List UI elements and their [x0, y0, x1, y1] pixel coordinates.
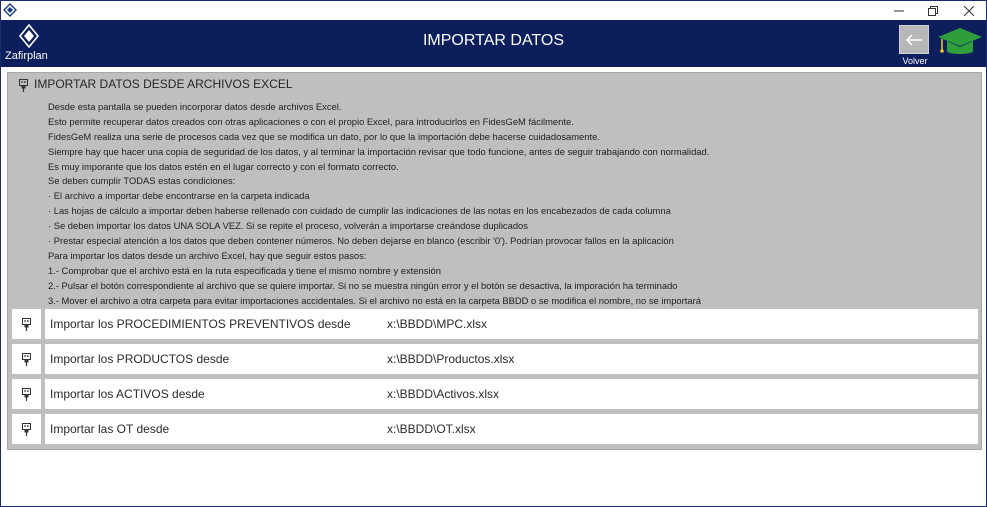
logo-text: Zafirplan — [5, 50, 48, 62]
instruction-line: Es muy imporante que los datos estén en el lugar correcto y con el formato correcto. — [48, 160, 399, 172]
volver-label: Volver — [902, 56, 928, 66]
instructions-text — [48, 100, 968, 308]
import-label: Importar los ACTIVOS desde — [50, 387, 205, 401]
diamond-icon — [3, 3, 17, 17]
header-bar — [1, 20, 986, 67]
instruction-line: Desde esta pantalla se pueden incorporar datos desde archivos Excel. — [48, 101, 342, 112]
import-panel — [7, 72, 982, 450]
instruction-line: Para importar los datos desde un archivo Excel, hay que seguir estos pasos: — [48, 249, 367, 261]
import-button-productos[interactable] — [12, 344, 41, 374]
instruction-line: 3.- Mover el archivo a otra carpeta para evitar importaciones accidentales. Si el archivo no está en la carpeta BBDD o se modifica el nombre, no se importará — [48, 294, 701, 306]
minimize-icon — [894, 6, 904, 16]
instruction-line: · Las hojas de cálculo a importar deben haberse rellenado con cuidado de cumplir las indicaciones de las notas en los encabezados de cada columna — [48, 205, 671, 217]
volver-button[interactable] — [899, 25, 929, 54]
import-info-box — [45, 414, 978, 444]
usb-plug-icon — [21, 388, 32, 401]
import-info-box — [45, 344, 978, 374]
page-title: IMPORTAR DATOS — [422, 32, 565, 49]
title-bar — [1, 1, 986, 20]
graduation-cap-icon[interactable] — [936, 26, 984, 58]
import-path: x:\BBDD\Productos.xlsx — [387, 352, 515, 366]
close-button[interactable] — [952, 1, 986, 20]
instruction-line: Esto permite recuperar datos creados con otras aplicaciones o con el propio Excel, para introducirlos en FidesGeM fácilmente. — [48, 115, 574, 127]
import-label: Importar los PROCEDIMIENTOS PREVENTIVOS desde — [50, 317, 351, 331]
instruction-line: · Prestar especial atención a los datos que deben contener números. No deben dejarse en blanco (escribir '0'). Podrían provocar fallos en la aplicación — [48, 235, 674, 247]
usb-plug-icon — [18, 79, 29, 92]
import-info-box — [45, 379, 978, 409]
usb-plug-icon — [21, 423, 32, 436]
import-button-procedimientos[interactable] — [12, 309, 41, 339]
restore-icon — [928, 6, 938, 16]
instruction-line: Se deben cumplir TODAS estas condiciones: — [48, 175, 236, 187]
import-path: x:\BBDD\MPC.xlsx — [387, 317, 488, 331]
instruction-line: 1.- Comprobar que el archivo está en la ruta especificada y tiene el mismo nombre y extensión — [48, 264, 441, 276]
import-button-activos[interactable] — [12, 379, 41, 409]
instruction-line: · El archivo a importar debe encontrarse en la carpeta indicada — [48, 190, 310, 202]
import-info-box — [45, 309, 978, 339]
import-button-ot[interactable] — [12, 414, 41, 444]
import-label: Importar los PRODUCTOS desde — [50, 352, 230, 366]
import-label: Importar las OT desde — [50, 422, 170, 436]
close-icon — [964, 6, 974, 16]
instruction-line: FidesGeM realiza una serie de procesos cada vez que se modifica un dato, por lo que la importación debe hacerse cuidadosamente. — [48, 130, 600, 142]
usb-plug-icon — [21, 318, 32, 331]
import-path: x:\BBDD\Activos.xlsx — [387, 387, 500, 401]
arrow-left-icon — [905, 33, 923, 47]
import-row-activos — [12, 379, 978, 409]
usb-plug-icon — [21, 353, 32, 366]
import-path: x:\BBDD\OT.xlsx — [387, 422, 476, 436]
import-row-ot — [12, 414, 978, 444]
import-row-procedimientos — [12, 309, 978, 339]
instruction-line: 2.- Pulsar el botón correspondiente al archivo que se quiere importar. Si no se muestra ningún error y el botón se desactiva, la imporación ha terminado — [48, 279, 678, 291]
minimize-button[interactable] — [882, 1, 916, 20]
instruction-line: Siempre hay que hacer una copia de seguridad de los datos, y al terminar la importación revisar que todo funcione, antes de seguir trabajando con normalidad. — [48, 145, 710, 157]
restore-button[interactable] — [916, 1, 950, 20]
import-row-productos — [12, 344, 978, 374]
instruction-line: · Se deben importar los datos UNA SOLA VEZ. Si se repite el proceso, volverán a importarse creándose duplicados — [48, 220, 528, 232]
panel-title: IMPORTAR DATOS DESDE ARCHIVOS EXCEL — [34, 77, 293, 91]
